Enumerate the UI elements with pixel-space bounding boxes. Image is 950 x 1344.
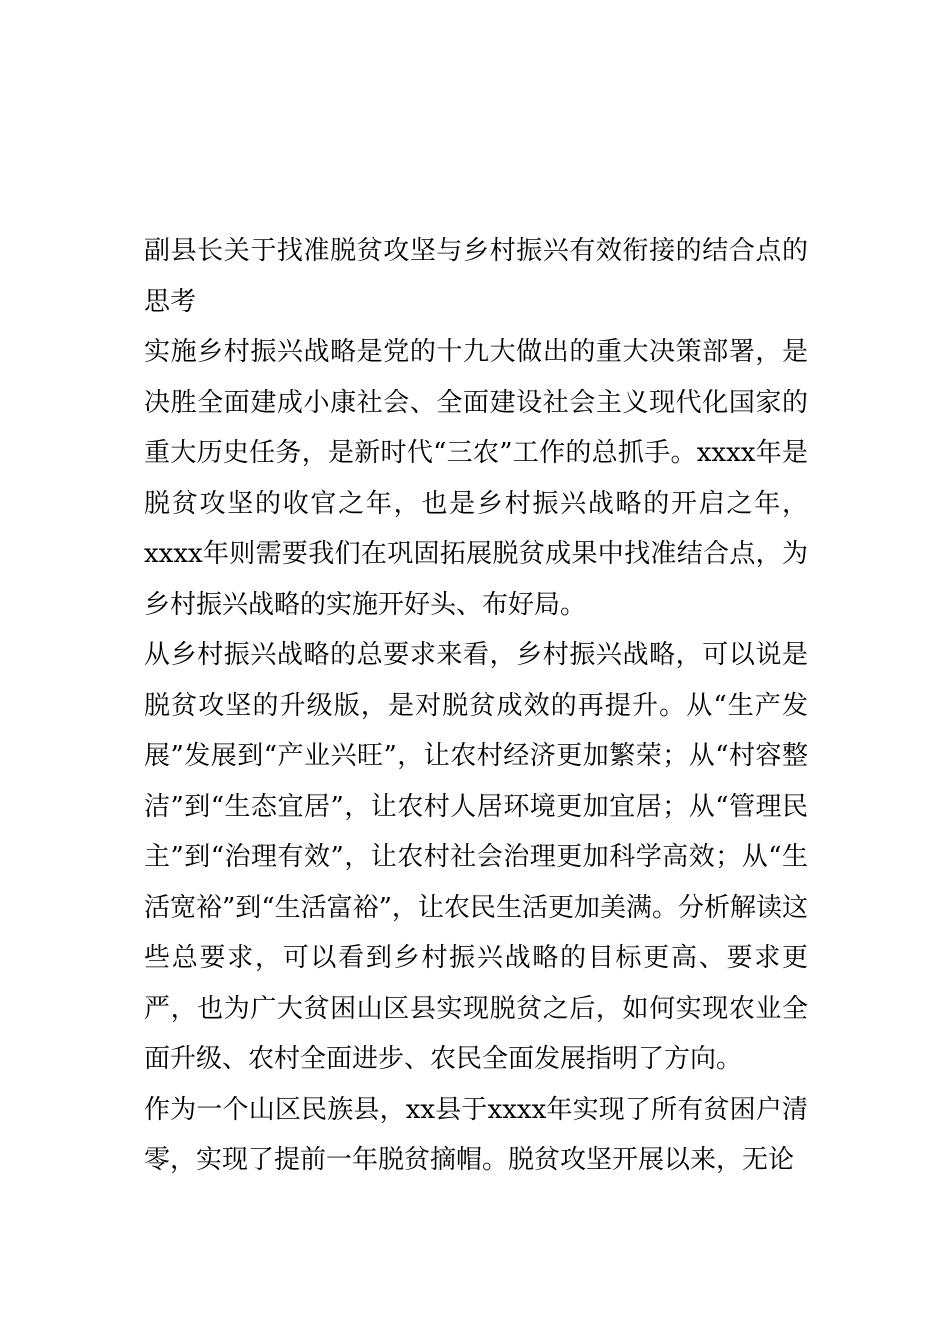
document-title: 副县长关于找准脱贫攻坚与乡村振兴有效衔接的结合点的思考 [144,236,808,317]
paragraph-3: 作为一个山区民族县，xx县于xxxx年实现了所有贫困户清零，实现了提前一年脱贫摘帽。脱贫攻坚开展以来，无论 [144,1094,808,1175]
paragraph-2: 从乡村振兴战略的总要求来看，乡村振兴战略，可以说是脱贫攻坚的升级版，是对脱贫成效的再提升。从“生产发展”发展到“产业兴旺”，让农村经济更加繁荣；从“村容整洁”到“生态宜居”，让农村人居环境更加宜居；从“管理民主”到“治理有效”，让农村社会治理更加科学高效；从“生活宽裕”到“生活富裕”，让农民生活更加美满。分析解读这些总要求，可以看到乡村振兴战略的目标更高、要求更严，也为广大贫困山区县实现脱贫之后，如何实现农业全面升级、农村全面进步、农民全面发展指明了方向。 [144,640,808,1074]
document-page [144,226,808,1186]
paragraph-1: 实施乡村振兴战略是党的十九大做出的重大决策部署，是决胜全面建成小康社会、全面建设社会主义现代化国家的重大历史任务，是新时代“三农”工作的总抓手。xxxx年是脱贫攻坚的收官之年，也是乡村振兴战略的开启之年，xxxx年则需要我们在巩固拓展脱贫成果中找准结合点，为乡村振兴战略的实施开好头、布好局。 [144,337,808,620]
